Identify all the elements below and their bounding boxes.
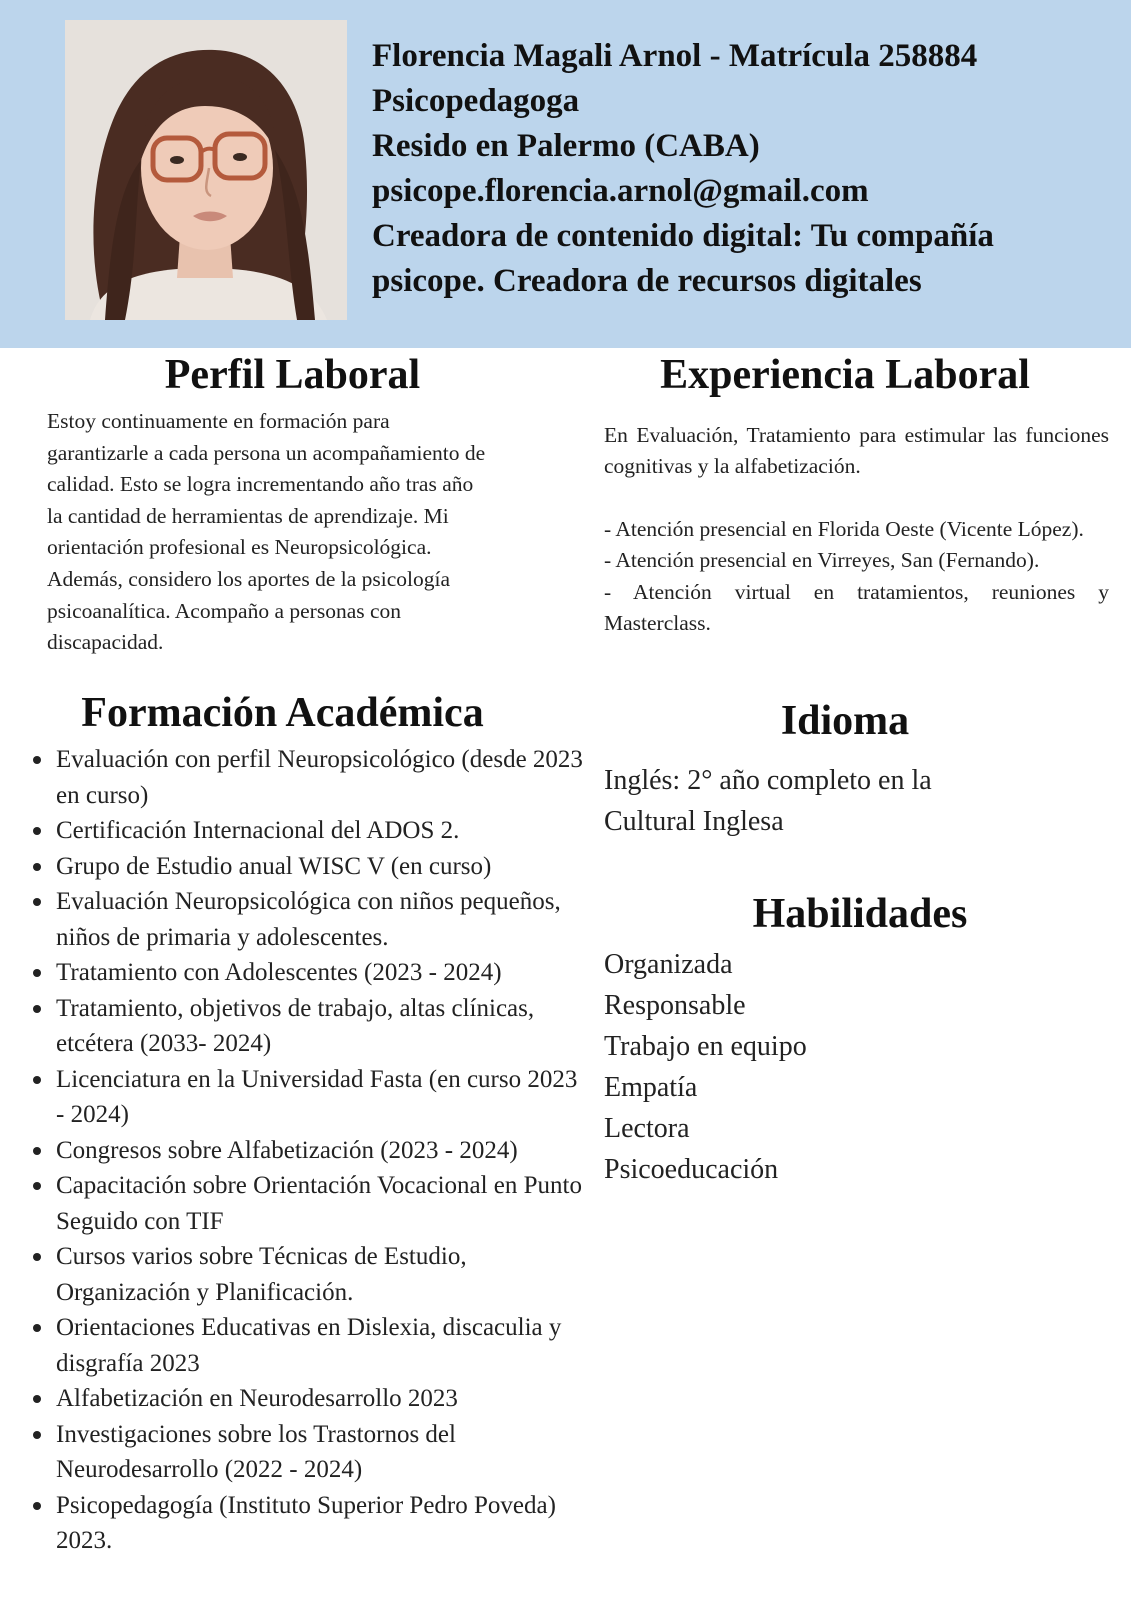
- experiencia-item: - Atención presencial en Florida Oeste (Vicente López).: [604, 516, 1084, 541]
- list-item-text: Cursos varios sobre Técnicas de Estudio, Organización y Planificación.: [56, 1243, 467, 1306]
- list-item: [30, 849, 585, 885]
- list-item: [30, 1488, 585, 1559]
- experiencia-title: Experiencia Laboral: [660, 352, 1030, 398]
- content-creator: Creadora de contenido digital: Tu compañía psicope. Creadora de recursos digitales: [372, 218, 994, 299]
- formacion-title: Formación Académica: [81, 690, 484, 736]
- list-item-text: Grupo de Estudio anual WISC V (en curso): [56, 852, 492, 880]
- skill-item: Trabajo en equipo: [604, 1031, 807, 1062]
- profile-photo: [65, 20, 347, 320]
- experiencia-intro: En Evaluación, Tratamiento para estimular las funciones cognitivas y la alfabetización.: [604, 423, 1109, 479]
- profession: Psicopedagoga: [372, 83, 580, 119]
- bullet-icon: [33, 1182, 41, 1190]
- list-item: [30, 742, 585, 813]
- list-item: [30, 1062, 585, 1133]
- habilidades-title: Habilidades: [752, 891, 968, 937]
- list-item: [30, 1310, 585, 1381]
- list-item: [30, 813, 585, 849]
- bullet-icon: [33, 1502, 41, 1510]
- list-item: [30, 955, 585, 991]
- bullet-icon: [33, 969, 41, 977]
- bullet-icon: [33, 1253, 41, 1261]
- list-item: [30, 1168, 585, 1239]
- bullet-icon: [33, 898, 41, 906]
- perfil-line: psicoanalítica. Acompaño a personas con: [47, 598, 402, 623]
- list-item-text: Alfabetización en Neurodesarrollo 2023: [56, 1385, 458, 1412]
- perfil-line: discapacidad.: [47, 630, 164, 655]
- experiencia-text: [604, 420, 1109, 639]
- list-item-text: Congresos sobre Alfabetización (2023 - 2024): [56, 1136, 518, 1164]
- idioma-line: Cultural Inglesa: [604, 806, 784, 837]
- spacer: [604, 483, 1109, 514]
- formacion-list: [30, 742, 585, 1559]
- perfil-line: la cantidad de herramientas de aprendizaje. Mi: [47, 503, 449, 528]
- skill-item: Psicoeducación: [604, 1154, 779, 1185]
- bullet-icon: [33, 1005, 41, 1013]
- bullet-icon: [33, 827, 41, 835]
- idioma-title: Idioma: [780, 698, 910, 744]
- list-item-text: Psicopedagogía (Instituto Superior Pedro Poveda) 2023.: [56, 1491, 556, 1554]
- list-item-text: Capacitación sobre Orientación Vocacional en Punto Seguido con TIF: [56, 1172, 583, 1235]
- list-item-text: Tratamiento con Adolescentes (2023 - 2024): [56, 959, 502, 986]
- experiencia-item: - Atención virtual en tratamientos, reuniones y Masterclass.: [604, 579, 1109, 636]
- header-banner: [0, 0, 1131, 348]
- list-item: [30, 1239, 585, 1310]
- bullet-icon: [33, 863, 41, 871]
- perfil-line: Estoy continuamente en formación para: [47, 409, 390, 433]
- contact-block: [372, 34, 1092, 304]
- perfil-line: orientación profesional es Neuropsicológica.: [47, 535, 432, 560]
- list-item: [30, 1133, 585, 1169]
- experiencia-item: - Atención presencial en Virreyes, San (Fernando).: [604, 548, 1040, 573]
- skill-item: Organizada: [604, 949, 733, 980]
- list-item-text: Investigaciones sobre los Trastornos del Neurodesarrollo (2022 - 2024): [56, 1420, 456, 1483]
- bullet-icon: [33, 1147, 41, 1155]
- list-item-text: Certificación Internacional del ADOS 2.: [56, 817, 460, 844]
- residence: Resido en Palermo (CABA): [372, 128, 760, 164]
- skill-item: Empatía: [604, 1072, 698, 1103]
- list-item-text: Licenciatura en la Universidad Fasta (en curso 2023 - 2024): [56, 1065, 578, 1128]
- email[interactable]: psicope.florencia.arnol@gmail.com: [372, 173, 869, 209]
- bullet-icon: [33, 1395, 41, 1403]
- bullet-icon: [33, 756, 41, 764]
- skill-item: Lectora: [604, 1113, 690, 1144]
- portrait-illustration: [65, 20, 347, 320]
- idioma-line: Inglés: 2° año completo en la: [604, 765, 932, 796]
- bullet-icon: [33, 1324, 41, 1332]
- perfil-title: Perfil Laboral: [164, 352, 421, 398]
- perfil-line: calidad. Esto se logra incrementando año tras año: [47, 472, 474, 497]
- habilidades-list: [604, 944, 1104, 1190]
- perfil-line: garantizarle a cada persona un acompañamiento de: [47, 440, 486, 465]
- perfil-line: Además, considero los aportes de la psicología: [47, 566, 451, 591]
- list-item: [30, 1381, 585, 1417]
- perfil-text: [47, 406, 567, 659]
- list-item-text: Tratamiento, objetivos de trabajo, altas clínicas, etcétera (2033- 2024): [56, 994, 535, 1057]
- bullet-icon: [33, 1076, 41, 1084]
- name-and-license: Florencia Magali Arnol - Matrícula 258884: [372, 38, 978, 74]
- list-item: [30, 991, 585, 1062]
- list-item-text: Evaluación con perfil Neuropsicológico (desde 2023 en curso): [56, 746, 583, 809]
- idioma-text: [604, 760, 1104, 842]
- list-item: [30, 1417, 585, 1488]
- skill-item: Responsable: [604, 990, 746, 1021]
- bullet-icon: [33, 1431, 41, 1439]
- list-item-text: Orientaciones Educativas en Dislexia, discaculia y disgrafía 2023: [56, 1314, 562, 1377]
- list-item: [30, 884, 585, 955]
- list-item-text: Evaluación Neuropsicológica con niños pequeños, niños de primaria y adolescentes.: [56, 888, 561, 951]
